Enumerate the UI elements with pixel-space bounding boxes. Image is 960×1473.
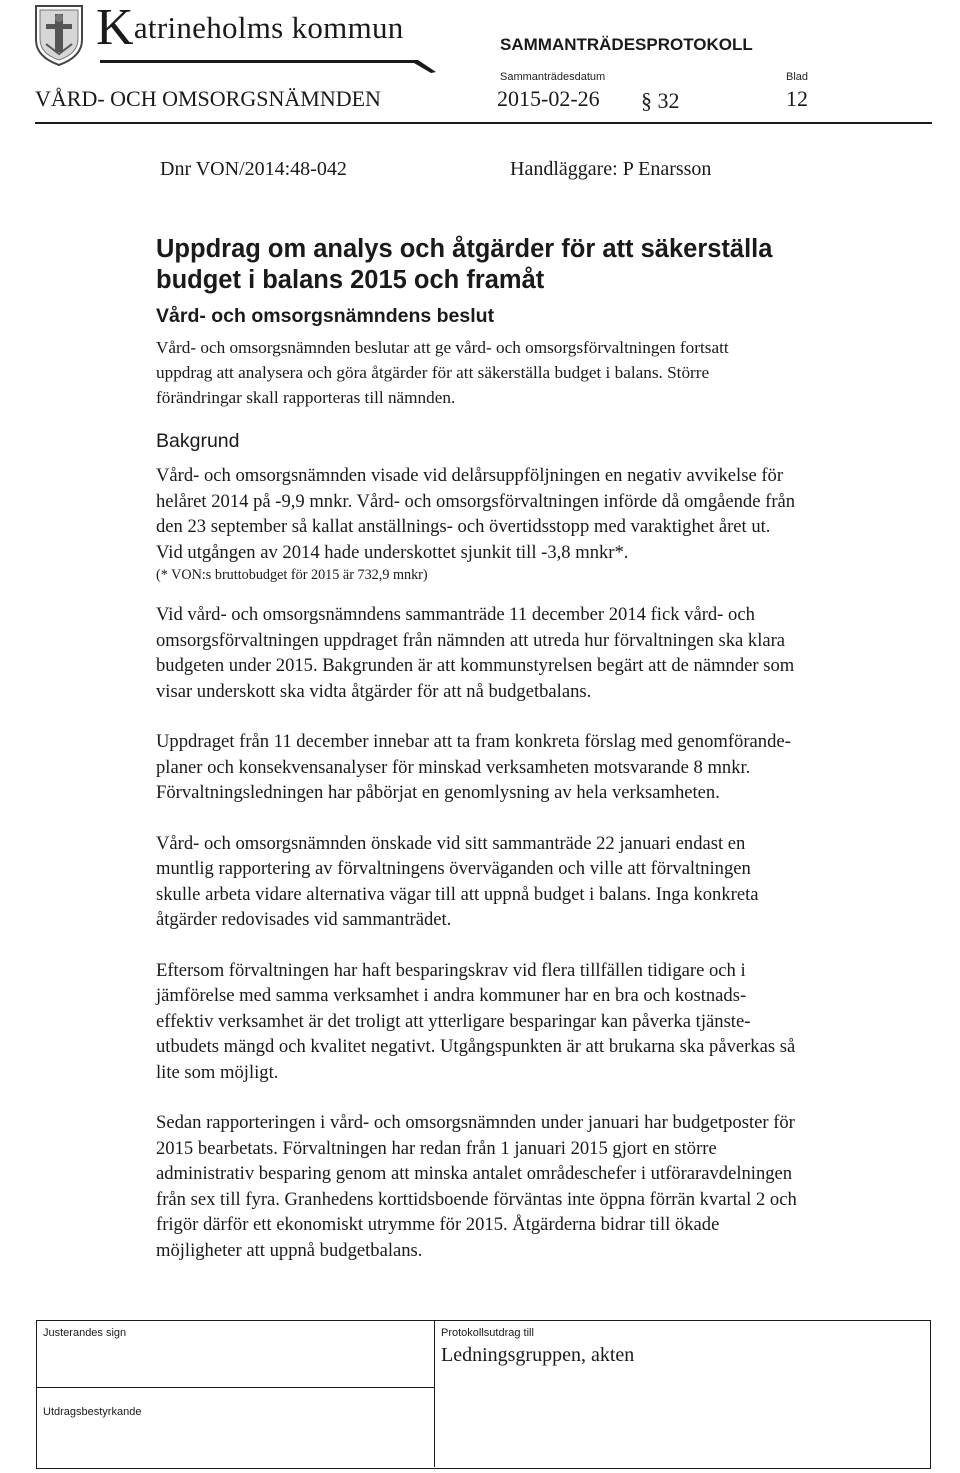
background-heading: Bakgrund — [156, 430, 240, 452]
background-paragraph-1: Vård- och omsorgsnämnden visade vid delårsuppföljningen en negativ avvikelse för helåret 2014 på -9,9 mnkr. Vård- och omsorgsförvaltningen införde då omgående från den 23 september så kallat anställnings- och övertidsstopp med varaktighet året ut. Vid utgången av 2014 hade underskottet sjunkit till -3,8 mnkr*. — [156, 465, 796, 563]
municipal-coat-of-arms-icon — [34, 4, 84, 66]
background-paragraph-6: Sedan rapporteringen i vård- och omsorgsnämnden under januari har budgetposter för 2015 bearbetats. Förvaltningen har redan från 1 januari 2015 gjort en större administrativ besparing genom att minska antalet områdeschefer i utförаravdelningen från sex till fyra. Granhedens korttidsboende förväntas inte öppna förrän kvartal 2 och frigör därför ett ekonomiskt utrymme för 2015. Åtgärderna bidrar till ökade möjligheter att uppnå budgetbalans. — [156, 1112, 797, 1261]
certification-cell — [37, 1388, 435, 1467]
budget-footnote: (* VON:s bruttobudget för 2015 är 732,9 mnkr) — [156, 567, 428, 583]
certification-label: Utdragsbestyrkande — [43, 1406, 142, 1418]
background-paragraph-3: Uppdraget från 11 december innebar att ta fram konkreta förslag med genomförande- planer och konsekvensanalyser för minskad verksamheten motsvarande 8 mnkr. Förvaltningsledningen har påbörjat en genomlysning av hela verksamheten. — [156, 731, 791, 803]
organization-name: Katrineholms kommun — [96, 0, 404, 56]
diary-number: Dnr VON/2014:48-042 — [160, 158, 347, 180]
logo-swoosh — [96, 52, 446, 76]
header-divider — [35, 122, 932, 124]
background-paragraph-5: Eftersom förvaltningen har haft besparingskrav vid flera tillfällen tidigare och i jämförelse med samma verksamhet i andra kommuner har en bra och kostnads- effektiv verksamhet är det troligt att ytterligare besparingar kan påverka tjänste- utbudets mängd och kvalitet negativt. Utgångspunkten är att brukarna ska påverkas så lite som möjligt. — [156, 959, 796, 1083]
signature-table — [36, 1320, 931, 1469]
case-handler: Handläggare: P Enarsson — [510, 158, 712, 180]
signature-label: Justerandes sign — [43, 1327, 127, 1339]
distribution-label: Protokollsutdrag till — [441, 1327, 534, 1339]
meeting-date: 2015-02-26 — [497, 86, 600, 111]
decision-heading: Vård- och omsorgsnämndens beslut — [156, 305, 495, 327]
background-paragraph-4: Vård- och omsorgsnämnden önskade vid sitt sammanträde 22 januari endast en muntlig rapportering av förvaltningens överväganden och ville att förvaltningen skulle arbeta vidare alternativa vägar till att uppnå budget i balans. Inga konkreta åtgärder redovisades vid sammanträdet. — [156, 832, 759, 930]
board-name: VÅRD- OCH OMSORGSNÄMNDEN — [35, 86, 381, 111]
document-title: Uppdrag om analys och åtgärder för att säkerställa budget i balans 2015 och framåt — [156, 235, 773, 294]
paragraph-number: § 32 — [641, 88, 680, 113]
distribution-cell — [435, 1321, 929, 1468]
page-number: 12 — [786, 86, 808, 111]
signature-cell — [37, 1321, 435, 1388]
document-type: SAMMANTRÄDESPROTOKOLL — [500, 35, 753, 54]
document-body — [156, 234, 936, 1263]
decision-text: Vård- och omsorgsnämnden beslutar att ge vård- och omsorgsförvaltningen fortsatt uppdrag att analysera och göra åtgärder för att säkerställa budget i balans. Större förändringar skall rapporteras till nämnden. — [156, 338, 729, 407]
meeting-date-label: Sammanträdesdatum — [500, 71, 606, 83]
background-paragraph-2: Vid vård- och omsorgsnämndens sammanträde 11 december 2014 fick vård- och omsorgsförvaltningen uppdraget från nämnden att utreda hur förvaltningen ska klara budgeten under 2015. Bakgrunden är att kommunstyrelsen begärt att de nämnder som visar underskott ska vidta åtgärder för att nå budgetbalans. — [156, 604, 795, 702]
distribution-value: Ledningsgruppen, akten — [441, 1344, 635, 1366]
page-label: Blad — [786, 71, 809, 83]
